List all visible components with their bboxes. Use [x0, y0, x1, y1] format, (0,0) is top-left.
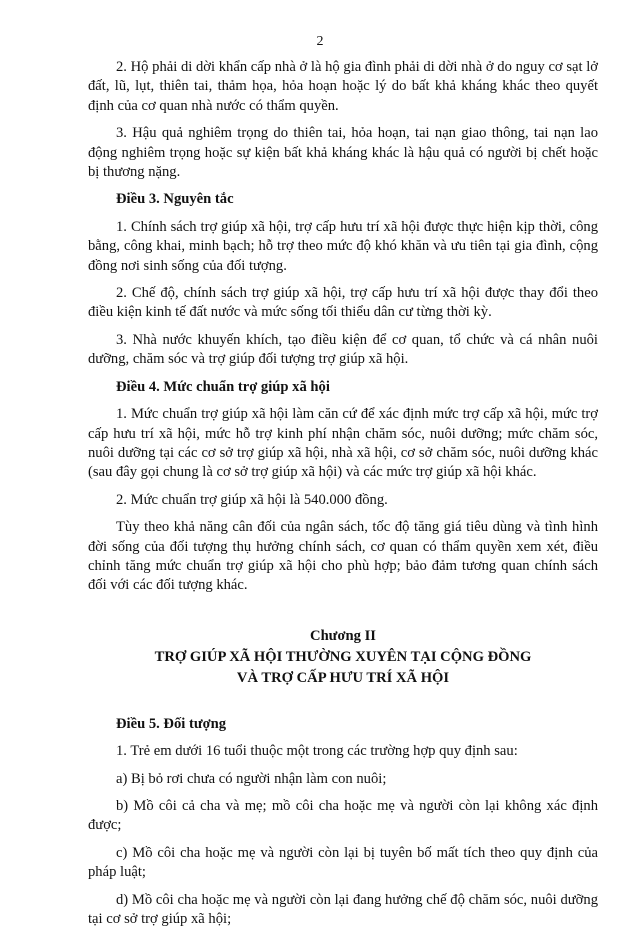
paragraph-article4-adjustment: Tùy theo khả năng cân đối của ngân sách, tốc độ tăng giá tiêu dùng và tình hình đời sống của đối tượng thụ hưởng chính sách, cơ quan có thẩm quyền xem xét, điều chỉnh tăng mức chuẩn trợ giúp xã hội cho phù hợp; bảo đảm tương quan chính sách đối với các đối tượng khác. — [88, 519, 598, 594]
article-5-heading: Điều 5. Đối tượng — [116, 715, 227, 732]
chapter-heading — [88, 626, 598, 689]
paragraph-article5-clause1: 1. Trẻ em dưới 16 tuổi thuộc một trong các trường hợp quy định sau: — [116, 743, 518, 760]
paragraph-article3-clause1: 1. Chính sách trợ giúp xã hội, trợ cấp hưu trí xã hội được thực hiện kịp thời, công bằng, công khai, minh bạch; hỗ trợ theo mức độ khó khăn và ưu tiên tại gia đình, cộng đồng nơi sinh sống của đối tượng. — [88, 218, 598, 274]
paragraph-article5-item-d: d) Mồ côi cha hoặc mẹ và người còn lại đang hưởng chế độ chăm sóc, nuôi dưỡng tại cơ sở trợ giúp xã hội; — [88, 891, 598, 927]
document-body — [88, 58, 598, 937]
paragraph-article3-clause2: 2. Chế độ, chính sách trợ giúp xã hội, trợ cấp hưu trí xã hội được thay đổi theo điều kiện kinh tế đất nước và mức sống tối thiểu dân cư từng thời kỳ. — [88, 285, 598, 321]
paragraph-article5-item-b: b) Mồ côi cả cha và mẹ; mồ côi cha hoặc mẹ và người còn lại không xác định được; — [88, 797, 598, 834]
page-number: 2 — [316, 34, 324, 49]
chapter-title-line1: TRỢ GIÚP XÃ HỘI THƯỜNG XUYÊN TẠI CỘNG ĐỒNG — [154, 648, 532, 665]
paragraph-article3-clause3: 3. Nhà nước khuyến khích, tạo điều kiện để cơ quan, tổ chức và cá nhân nuôi dưỡng, chăm sóc và trợ giúp đối tượng trợ giúp xã hội. — [88, 331, 598, 368]
paragraph-article4-clause1: 1. Mức chuẩn trợ giúp xã hội làm căn cứ để xác định mức trợ cấp xã hội, mức trợ cấp hưu trí xã hội, mức hỗ trợ kinh phí nhận chăm sóc, nuôi dưỡng; mức chăm sóc, nuôi dưỡng tại các cơ sở trợ giúp xã hội, nhà xã hội, cơ sở chăm sóc, nuôi dưỡng khác (sau đây gọi chung là cơ sở trợ giúp xã hội) và các mức trợ giúp xã hội khác. — [88, 406, 598, 481]
paragraph-article5-item-c: c) Mồ côi cha hoặc mẹ và người còn lại bị tuyên bố mất tích theo quy định của pháp luật; — [88, 844, 598, 881]
article-3-heading: Điều 3. Nguyên tắc — [116, 191, 234, 208]
paragraph-article2-clause3: 3. Hậu quả nghiêm trọng do thiên tai, hỏa hoạn, tai nạn giao thông, tai nạn lao động nghiêm trọng hoặc sự kiện bất khả kháng khác là hậu quả có người bị chết hoặc bị thương nặng. — [88, 125, 598, 181]
paragraph-article5-item-a: a) Bị bỏ rơi chưa có người nhận làm con nuôi; — [116, 770, 387, 787]
paragraph-article2-clause2: 2. Hộ phải di dời khẩn cấp nhà ở là hộ gia đình phải di dời nhà ở do nguy cơ sạt lở đất, lũ, lụt, thiên tai, thảm họa, hỏa hoạn hoặc lý do bất khả kháng khác theo quyết định của cơ quan nhà nước có thẩm quyền. — [88, 59, 598, 114]
chapter-title-line2: VÀ TRỢ CẤP HƯU TRÍ XÃ HỘI — [236, 669, 450, 686]
chapter-number: Chương II — [310, 627, 376, 644]
paragraph-article4-clause2: 2. Mức chuẩn trợ giúp xã hội là 540.000 đồng. — [116, 491, 388, 508]
article-4-heading: Điều 4. Mức chuẩn trợ giúp xã hội — [116, 378, 330, 395]
